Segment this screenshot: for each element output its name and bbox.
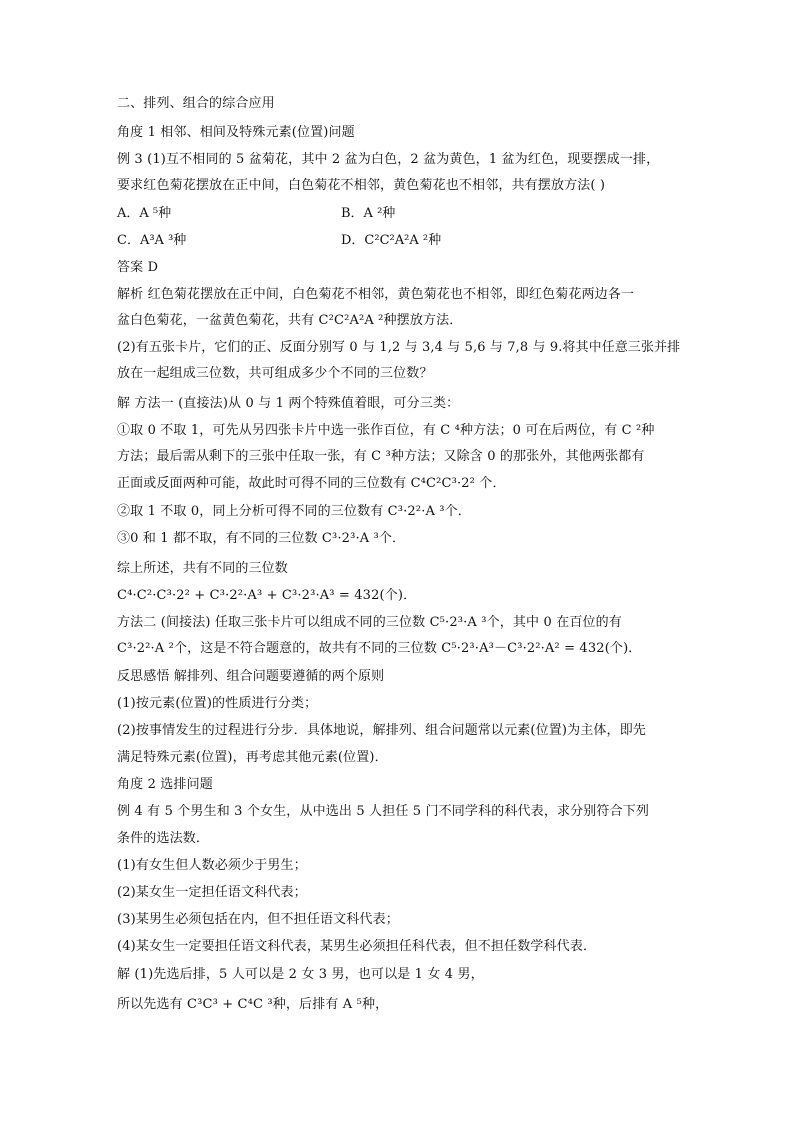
example-4-line: 例 4 有 5 个男生和 3 个女生，从中选出 5 人担任 5 门不同学科的科代表，求分别符合下列: [117, 804, 650, 819]
question-2-line: (2)有五张卡片，它们的正、反面分别写 0 与 1,2 与 3,4 与 5,6 与 7,8 与 9.将其中任意三张并排: [117, 340, 681, 355]
solution-line: ①取 0 不取 1，可先从另四张卡片中选一张作百位，有 C ⁴种方法；0 可在后两位，有 C ²种: [117, 423, 655, 438]
solution-line: 正面或反面两种可能，故此时可得不同的三位数有 C⁴C²C³·2² 个．: [117, 476, 506, 491]
example-4-solution-line: 所以先选有 C³C³ + C⁴C ³种，后排有 A ⁵种，: [117, 997, 389, 1012]
question-2-line: 放在一起组成三位数，共可组成多少个不同的三位数？: [117, 366, 433, 381]
reflection-line: 满足特殊元素(位置)，再考虑其他元素(位置)．: [117, 750, 388, 765]
solution-line: 综上所述，共有不同的三位数: [117, 561, 288, 576]
subsection-heading: 角度 2 选排问题: [117, 777, 213, 792]
analysis-line: 解析 红色菊花摆放在正中间，白色菊花不相邻，黄色菊花也不相邻，即红色菊花两边各一: [117, 287, 635, 302]
reflection-line: (2)按事情发生的过程进行分步．具体地说，解排列、组合问题常以元素(位置)为主体，即先: [117, 723, 647, 738]
example-4-condition: (1)有女生但人数必须少于男生；: [117, 858, 307, 873]
solution-line: 解 方法一 (直接法)从 0 与 1 两个特殊值着眼，可分三类：: [117, 396, 460, 411]
method-2-line: 方法二 (间接法) 任取三张卡片可以组成不同的三位数 C⁵·2³·A ³个，其中 0 在百位的有: [117, 615, 622, 630]
reflection-heading: 反思感悟 解排列、组合问题要遵循的两个原则: [117, 669, 385, 684]
solution-line: ③0 和 1 都不取，有不同的三位数 C³·2³·A ³个．: [117, 531, 406, 546]
example-4-condition: (3)某男生必须包括在内，但不担任语文科代表；: [117, 912, 399, 927]
solution-line: ②取 1 不取 0，同上分析可得不同的三位数有 C³·2²·A ³个．: [117, 504, 471, 519]
example-3-text-line: 例 3 (1)互不相同的 5 盆菊花，其中 2 盆为白色，2 盆为黄色，1 盆为红色，现要摆成一排，: [117, 152, 660, 167]
analysis-line: 盆白色菊花，一盆黄色菊花，共有 C²C²A²A ²种摆放方法．: [117, 313, 463, 328]
method-2-line: C³·2²·A ²个，这是不符合题意的，故共有不同的三位数 C⁵·2³·A³－C³·2²·A² = 432(个)．: [117, 641, 642, 656]
option-a: A．A ⁵种: [117, 206, 172, 221]
option-c: C．A³A ³种: [117, 233, 187, 248]
option-d: D．C²C²A²A ²种: [341, 233, 442, 248]
solution-line: 方法；最后需从剩下的三张中任取一张，有 C ³种方法；又除含 0 的那张外，其他两张都有: [117, 449, 645, 464]
example-4-condition: (4)某女生一定要担任语文科代表，某男生必须担任科代表，但不担任数学科代表．: [117, 939, 597, 954]
option-b: B．A ²种: [341, 206, 396, 221]
section-heading: 二、排列、组合的综合应用: [117, 96, 275, 111]
example-4-condition: (2)某女生一定担任语文科代表；: [117, 885, 307, 900]
subsection-heading: 角度 1 相邻、相间及特殊元素(位置)问题: [117, 125, 355, 140]
solution-formula-line: C⁴·C²·C³·2² + C³·2²·A³ + C³·2³·A³ = 432(个)．: [117, 588, 417, 603]
answer-line: 答案 D: [117, 260, 159, 275]
reflection-line: (1)按元素(位置)的性质进行分类；: [117, 696, 318, 711]
example-4-line: 条件的选法数．: [117, 831, 210, 846]
example-3-text-line: 要求红色菊花摆放在正中间，白色菊花不相邻，黄色菊花也不相邻，共有摆放方法( ): [117, 178, 606, 193]
example-4-solution-line: 解 (1)先选后排，5 人可以是 2 女 3 男，也可以是 1 女 4 男，: [117, 967, 484, 982]
